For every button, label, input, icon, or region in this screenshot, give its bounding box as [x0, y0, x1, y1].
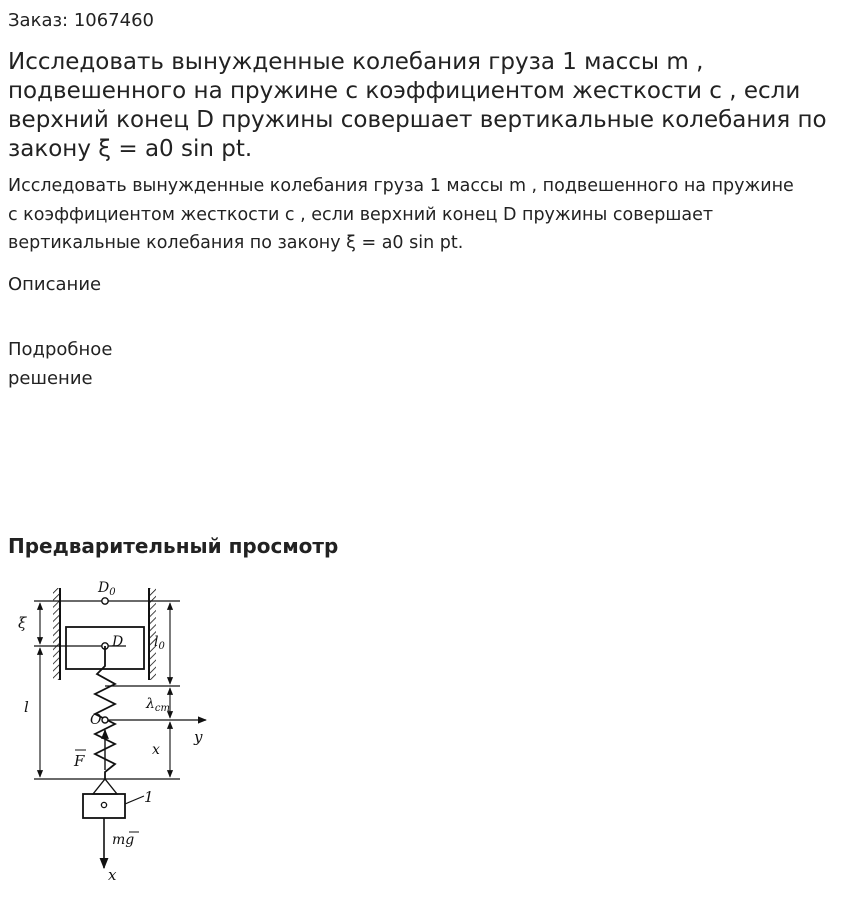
label-lambda-st: $\lambda_{ст}$: [146, 696, 170, 714]
label-force: F: [74, 752, 85, 770]
label-l0: $l_0$: [154, 634, 165, 652]
label-load: 1: [144, 788, 154, 806]
point-d0: [102, 598, 108, 604]
origin-point: [102, 717, 108, 723]
preview-heading: Предварительный просмотр: [8, 534, 339, 558]
hook: [93, 779, 117, 794]
order-number: Заказ: 1067460: [8, 10, 154, 31]
description-label: Описание: [8, 274, 102, 295]
detailed-solution-label: Подробное решение: [8, 339, 113, 389]
label-x-dimension: x: [152, 742, 160, 758]
label-x-axis: x: [108, 866, 117, 884]
task-title: Исследовать вынужденные колебания груза 1 массы m , подвешенного на пружине с коэффициентом жесткости c , если верхний конец D пружины совершает вертикальные колебания по закону ξ = a0 sin pt.: [8, 49, 827, 162]
label-weight: mg: [112, 832, 135, 848]
left-wall: [53, 588, 60, 680]
load-leader: [125, 796, 144, 804]
mechanics-figure: [8, 574, 218, 886]
label-l: l: [24, 698, 29, 716]
label-y-axis: y: [194, 728, 203, 746]
label-o: O: [90, 712, 102, 728]
label-d0: $D_0$: [98, 580, 116, 598]
load-center: [101, 802, 106, 807]
spring-mass-diagram: [8, 574, 218, 886]
task-text: Исследовать вынужденные колебания груза 1 массы m , подвешенного на пружине с коэффициентом жесткости c , если верхний конец D пружины совершает вертикальные колебания по закону ξ = a0 sin pt.: [8, 176, 794, 253]
label-xi: ξ: [18, 614, 27, 632]
label-d: D: [112, 634, 124, 650]
